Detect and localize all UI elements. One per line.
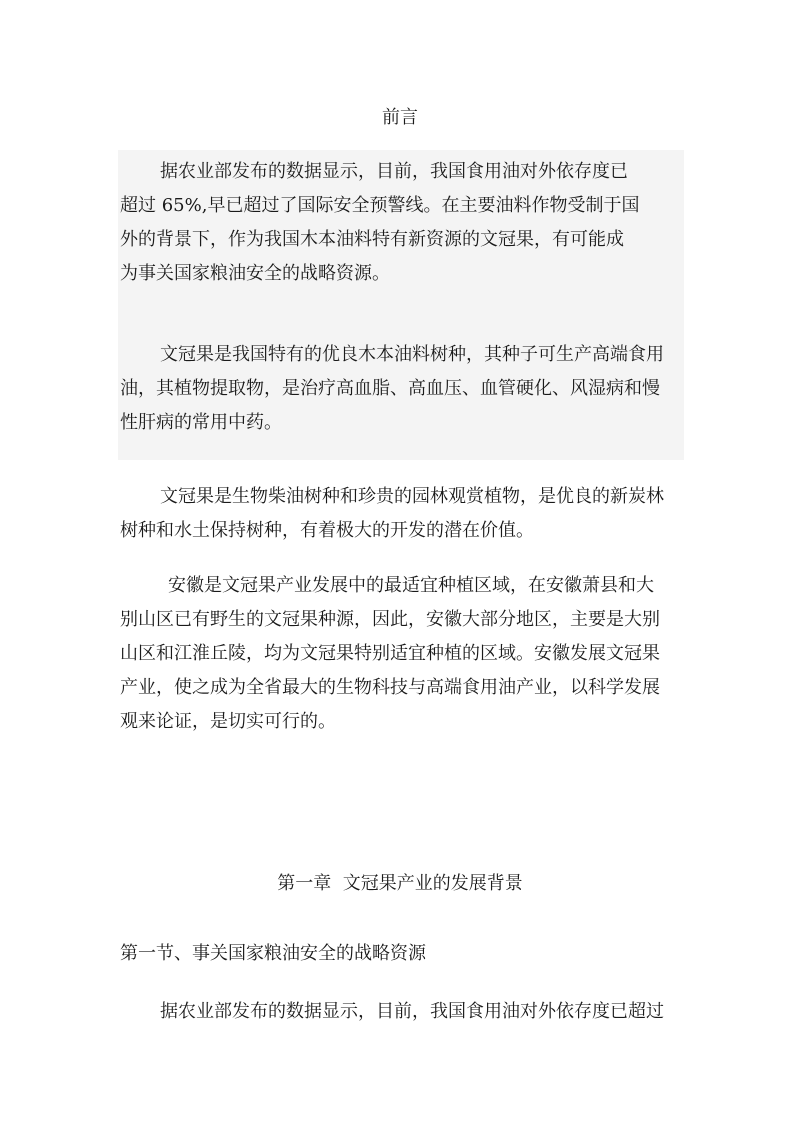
preface-paragraph-1 — [120, 155, 682, 291]
paragraph-line: 观来论证，是切实可行的。 — [120, 711, 336, 732]
paragraph-line: 山区和江淮丘陵，均为文冠果特别适宜种植的区域。安徽发展文冠果 — [120, 643, 660, 664]
paragraph-line: 安徽是文冠果产业发展中的最适宜种植区域，在安徽萧县和大 — [168, 575, 654, 596]
preface-paragraph-4 — [120, 569, 682, 739]
preface-title: 前言 — [382, 107, 418, 128]
chapter-paragraph-1 — [120, 995, 682, 1029]
paragraph-line: 外的背景下，作为我国木本油料特有新资源的文冠果，有可能成 — [120, 229, 624, 250]
paragraph-line: 文冠果是我国特有的优良木本油料树种，其种子可生产高端食用 — [160, 344, 664, 365]
preface-paragraph-3 — [120, 480, 682, 548]
paragraph-line: 产业，使之成为全省最大的生物科技与高端食用油产业，以科学发展 — [120, 677, 660, 698]
paragraph-line: 树种和水土保持树种，有着极大的开发的潜在价值。 — [120, 520, 534, 541]
paragraph-line: 油，其植物提取物，是治疗高血脂、高血压、血管硬化、风湿病和慢 — [120, 378, 660, 399]
paragraph-line: 性肝病的常用中药。 — [120, 412, 282, 433]
paragraph-line: 据农业部发布的数据显示，目前，我国食用油对外依存度已 — [160, 161, 628, 182]
paragraph-line: 别山区已有野生的文冠果种源，因此，安徽大部分地区，主要是大别 — [120, 609, 660, 630]
paragraph-line: 据农业部发布的数据显示，目前，我国食用油对外依存度已超过 — [160, 1001, 664, 1022]
paragraph-line: 超过 65%,早已超过了国际安全预警线。在主要油料作物受制于国 — [120, 195, 640, 216]
section-title: 第一节、事关国家粮油安全的战略资源 — [120, 943, 426, 964]
chapter-title: 第一章 文冠果产业的发展背景 — [277, 873, 523, 894]
preface-paragraph-2 — [120, 338, 682, 440]
paragraph-line: 文冠果是生物柴油树种和珍贵的园林观赏植物，是优良的新炭林 — [160, 486, 664, 507]
paragraph-line: 为事关国家粮油安全的战略资源。 — [120, 263, 390, 284]
